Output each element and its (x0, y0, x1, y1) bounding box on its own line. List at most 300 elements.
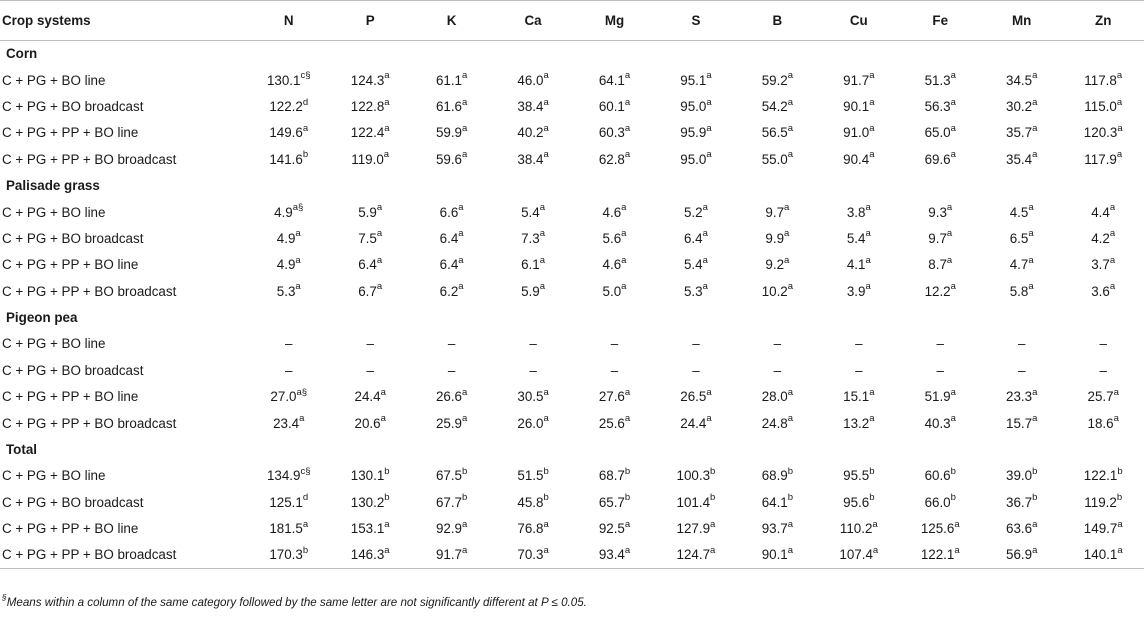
significance-letter: b (384, 465, 390, 477)
significance-letter: a (543, 122, 549, 134)
table-cell (329, 542, 410, 568)
cell-value: 27.6 (598, 389, 625, 405)
table-cell (411, 516, 492, 542)
cell-value: 24.4 (354, 389, 381, 405)
empty-cell (818, 172, 899, 198)
table-cell (329, 252, 410, 278)
cell-value: 15.7 (1006, 415, 1033, 431)
row-label: C + PG + PP + BO broadcast (0, 542, 248, 568)
significance-letter: b (950, 492, 956, 504)
column-header: K (411, 1, 492, 41)
significance-letter: b (710, 465, 716, 477)
empty-cell (1062, 41, 1144, 67)
table-cell (248, 225, 329, 251)
table-cell (737, 516, 818, 542)
significance-letter: a§ (296, 386, 308, 398)
table-cell (1062, 410, 1144, 436)
cell-value: 93.7 (761, 521, 788, 537)
cell-value: 110.2 (839, 521, 873, 537)
table-header-row (0, 1, 1144, 41)
cell-value: 51.3 (924, 72, 951, 88)
table-cell (1062, 146, 1144, 172)
cell-value: 5.4 (846, 230, 866, 246)
cell-value: 120.3 (1083, 125, 1118, 141)
cell-value: – (366, 362, 374, 378)
significance-letter: a (295, 281, 301, 293)
table-cell (1062, 516, 1144, 542)
cell-value: 5.9 (358, 204, 377, 220)
cell-value: 24.4 (680, 415, 707, 431)
cell-value: – (1017, 336, 1026, 352)
table-row (0, 146, 1144, 172)
significance-letter: b (869, 465, 875, 477)
table-cell (981, 384, 1062, 410)
table-cell (574, 252, 655, 278)
table-cell (329, 146, 410, 172)
empty-cell (329, 172, 410, 198)
empty-cell (1062, 436, 1144, 462)
table-cell (574, 410, 655, 436)
cell-value: 59.2 (761, 72, 788, 88)
cell-value: 69.6 (924, 151, 951, 167)
cell-value: 124.3 (350, 72, 385, 88)
table-row (0, 93, 1144, 119)
significance-letter: a (539, 202, 546, 214)
table-cell (655, 463, 736, 489)
cell-value: 6.5 (1009, 230, 1029, 246)
significance-letter: a (380, 413, 386, 425)
table-cell (1062, 252, 1144, 278)
table-cell (492, 410, 573, 436)
empty-cell (655, 41, 736, 67)
significance-letter: b (384, 492, 390, 504)
table-cell (818, 331, 899, 357)
table-cell (981, 463, 1062, 489)
table-cell (900, 542, 981, 568)
significance-letter: a (869, 149, 875, 161)
table-cell (900, 384, 981, 410)
significance-letter: a (1032, 96, 1038, 108)
cell-value: 10.2 (761, 283, 788, 299)
significance-letter: a (295, 228, 301, 240)
empty-cell (900, 304, 981, 330)
empty-cell (655, 304, 736, 330)
column-header: Zn (1062, 1, 1144, 41)
empty-cell (492, 436, 573, 462)
cell-value: 6.4 (439, 230, 459, 246)
cell-value: 149.6 (269, 125, 303, 141)
cell-value: 91.0 (843, 125, 870, 141)
table-cell (248, 489, 329, 515)
cell-value: – (936, 362, 944, 378)
significance-letter: a (462, 122, 468, 134)
empty-cell (737, 172, 818, 198)
cell-value: 6.1 (521, 257, 540, 273)
cell-value: 39.0 (1006, 468, 1033, 484)
table-cell (492, 225, 573, 251)
table-cell (411, 120, 492, 146)
table-cell (981, 516, 1062, 542)
significance-letter: a (787, 149, 794, 161)
significance-letter: a (702, 202, 708, 214)
table-cell (981, 489, 1062, 515)
significance-letter: a (543, 413, 549, 425)
cell-value: 67.5 (435, 468, 462, 484)
significance-letter: a (784, 228, 790, 240)
significance-letter: a (624, 70, 631, 82)
significance-letter: a (543, 518, 549, 530)
section-header-row (0, 436, 1144, 462)
cell-value: 3.8 (846, 204, 866, 220)
significance-letter: a (710, 518, 716, 530)
table-cell (981, 225, 1062, 251)
significance-letter: a (787, 281, 794, 293)
cell-value: 59.9 (435, 125, 462, 141)
cell-value: 65.7 (598, 494, 625, 510)
table-cell (818, 278, 899, 304)
significance-letter: a (543, 96, 549, 108)
row-label: C + PG + PP + BO line (2, 125, 139, 141)
significance-letter: a (462, 518, 468, 530)
table-cell (248, 199, 329, 225)
empty-cell (900, 41, 981, 67)
footnote (2, 592, 587, 609)
table-cell (737, 199, 818, 225)
table-cell (248, 410, 329, 436)
table-cell (1062, 542, 1144, 568)
table-cell (574, 199, 655, 225)
table-cell (900, 225, 981, 251)
significance-letter: a (787, 96, 794, 108)
table-cell (492, 93, 573, 119)
cell-value: 4.1 (846, 257, 866, 273)
cell-value: 68.9 (761, 468, 788, 484)
significance-letter: b (787, 492, 794, 504)
cell-value: – (285, 336, 293, 352)
cell-value: 95.6 (843, 494, 870, 510)
significance-letter: a (1109, 202, 1116, 214)
cell-value: – (529, 362, 537, 378)
cell-value: 5.4 (521, 204, 540, 220)
cell-value: 122.8 (350, 98, 385, 114)
significance-letter: a (624, 96, 631, 108)
significance-letter: a (462, 96, 468, 108)
cell-value: – (936, 336, 944, 352)
table-cell (737, 357, 818, 383)
significance-letter: a (1032, 122, 1038, 134)
table-cell (248, 120, 329, 146)
cell-value: 5.8 (1009, 283, 1029, 299)
table-cell (492, 463, 573, 489)
table-cell (411, 146, 492, 172)
significance-letter: c§ (300, 70, 311, 82)
cell-value: 6.4 (683, 230, 703, 246)
table-row (0, 252, 1144, 278)
cell-value: 181.5 (269, 521, 303, 537)
table-cell (818, 516, 899, 542)
significance-letter: a (869, 70, 875, 82)
table-cell (900, 516, 981, 542)
cell-value: – (1099, 362, 1107, 378)
table-cell (900, 278, 981, 304)
cell-value: 4.4 (1091, 204, 1110, 220)
table-cell (492, 120, 573, 146)
column-header: Mg (574, 1, 655, 41)
table-cell (248, 357, 329, 383)
significance-letter: a (950, 96, 956, 108)
cell-value: 66.0 (924, 494, 951, 510)
significance-letter: a (702, 228, 708, 240)
significance-letter: a (621, 254, 627, 266)
empty-cell (329, 41, 410, 67)
cell-value: 5.9 (521, 283, 540, 299)
table-cell (655, 357, 736, 383)
cell-value: 95.0 (680, 151, 707, 167)
cell-value: 64.1 (598, 72, 625, 88)
table-cell (1062, 278, 1144, 304)
significance-letter: d (302, 96, 309, 108)
table-cell (655, 252, 736, 278)
table-row (0, 542, 1144, 568)
significance-letter: a (458, 254, 464, 266)
significance-letter: a (1109, 254, 1116, 266)
significance-letter: a (784, 254, 790, 266)
table-cell (1062, 357, 1144, 383)
table-cell (574, 331, 655, 357)
row-label: C + PG + PP + BO broadcast (2, 415, 177, 431)
row-label: C + PG + BO line (2, 468, 106, 484)
cell-value: 101.4 (676, 494, 711, 510)
significance-letter: a (946, 254, 953, 266)
significance-letter: a (1032, 70, 1038, 82)
empty-cell (411, 41, 492, 67)
table-cell (655, 278, 736, 304)
table-cell (1062, 67, 1144, 93)
cell-value: 60.3 (598, 125, 625, 141)
significance-letter: a (869, 122, 875, 134)
empty-cell (818, 304, 899, 330)
cell-value: – (610, 336, 619, 352)
cell-value: 100.3 (676, 468, 711, 484)
column-header: S (655, 1, 736, 41)
row-label: C + PG + PP + BO broadcast (2, 283, 177, 299)
empty-cell (492, 41, 573, 67)
table-cell (1062, 93, 1144, 119)
section-title: Total (6, 442, 37, 458)
significance-letter: b (1032, 465, 1038, 477)
table-cell (818, 384, 899, 410)
cell-value: 95.1 (680, 72, 707, 88)
significance-letter: a (458, 281, 464, 293)
table-cell (981, 120, 1062, 146)
cell-value: 5.3 (683, 283, 703, 299)
cell-value: 51.5 (517, 468, 544, 484)
cell-value: 3.6 (1091, 283, 1110, 299)
significance-letter: a (1113, 386, 1119, 398)
table-cell (574, 93, 655, 119)
empty-cell (411, 436, 492, 462)
empty-cell (900, 436, 981, 462)
cell-value: – (610, 362, 619, 378)
significance-letter: a (376, 202, 383, 214)
significance-letter: a (462, 149, 468, 161)
significance-letter: a (384, 518, 390, 530)
table-cell (574, 120, 655, 146)
table-cell (655, 67, 736, 93)
table-cell (737, 225, 818, 251)
cell-value: 130.1 (350, 468, 385, 484)
significance-letter: a (946, 202, 953, 214)
cell-value: 130.2 (350, 494, 385, 510)
table-cell (329, 463, 410, 489)
significance-letter: a (787, 413, 794, 425)
significance-letter: a (462, 413, 468, 425)
column-header: B (737, 1, 818, 41)
cell-value: 36.7 (1006, 494, 1033, 510)
cell-value: 46.0 (517, 72, 544, 88)
row-label: C + PG + BO broadcast (2, 494, 144, 510)
cell-value: 5.2 (683, 204, 703, 220)
cell-value: 90.4 (843, 151, 870, 167)
cell-value: 4.5 (1009, 204, 1029, 220)
table-cell (411, 225, 492, 251)
empty-cell (492, 304, 573, 330)
significance-letter: a (784, 202, 790, 214)
cell-value: 63.6 (1006, 521, 1033, 537)
table-row (0, 278, 1144, 304)
significance-letter: b (543, 492, 549, 504)
cell-value: 4.2 (1091, 230, 1110, 246)
significance-letter: a (539, 228, 546, 240)
significance-letter: a (376, 281, 383, 293)
cell-value: 38.4 (517, 98, 544, 114)
empty-cell (411, 304, 492, 330)
significance-letter: a (462, 70, 468, 82)
significance-letter: b (1116, 492, 1123, 504)
table-row (0, 331, 1144, 357)
empty-cell (574, 172, 655, 198)
significance-letter: a (458, 228, 464, 240)
significance-letter: a (865, 281, 871, 293)
cell-value: – (855, 336, 863, 352)
table-cell (329, 489, 410, 515)
cell-value: 56.9 (1006, 547, 1033, 563)
cell-value: 127.9 (676, 521, 711, 537)
table-cell (818, 410, 899, 436)
column-header: P (329, 1, 410, 41)
empty-cell (981, 304, 1062, 330)
significance-letter: a (872, 544, 879, 556)
table-cell (737, 120, 818, 146)
table-cell (900, 463, 981, 489)
cell-value: 6.6 (439, 204, 459, 220)
significance-letter: a (543, 70, 549, 82)
cell-value: 6.7 (358, 283, 377, 299)
table-cell (329, 67, 410, 93)
table-cell (248, 252, 329, 278)
cell-value: 12.2 (924, 283, 951, 299)
cell-value: 26.6 (435, 389, 462, 405)
cell-value: – (366, 336, 374, 352)
row-label: C + PG + BO line (2, 336, 106, 352)
cell-value: – (855, 362, 863, 378)
table-cell (574, 542, 655, 568)
table-cell (981, 331, 1062, 357)
cell-value: 6.2 (439, 283, 459, 299)
section-header-row (0, 41, 1144, 67)
significance-letter: a (384, 544, 390, 556)
cell-value: 95.0 (680, 98, 707, 114)
cell-value: 20.6 (354, 415, 381, 431)
empty-cell (411, 172, 492, 198)
table-cell (329, 278, 410, 304)
table-cell (248, 542, 329, 568)
column-header: Cu (818, 1, 899, 41)
significance-letter: a (872, 518, 878, 530)
cell-value: 9.7 (765, 204, 785, 220)
table-cell (411, 410, 492, 436)
table-cell (248, 463, 329, 489)
table-cell (655, 120, 736, 146)
significance-letter: a (865, 202, 871, 214)
table-cell (900, 357, 981, 383)
significance-letter: a (1116, 149, 1123, 161)
table-cell (737, 252, 818, 278)
table-cell (981, 357, 1062, 383)
significance-letter: a (950, 386, 956, 398)
cell-value: 5.4 (683, 257, 703, 273)
cell-value: – (285, 362, 293, 378)
significance-letter: a (787, 544, 794, 556)
cell-value: 34.5 (1006, 72, 1033, 88)
table-row (0, 225, 1144, 251)
table-cell (818, 67, 899, 93)
significance-letter: a (1028, 228, 1034, 240)
footnote-mark: § (2, 592, 7, 603)
significance-letter: a (624, 518, 631, 530)
significance-letter: a (624, 413, 631, 425)
table-body (0, 41, 1144, 569)
table-cell (492, 489, 573, 515)
significance-letter: a (1032, 149, 1038, 161)
cell-value: 4.9 (276, 230, 296, 246)
significance-letter: a (462, 386, 468, 398)
table-cell (737, 463, 818, 489)
significance-letter: a (376, 228, 383, 240)
table-cell (981, 542, 1062, 568)
cell-value: 170.3 (269, 547, 303, 563)
significance-letter: b (787, 465, 794, 477)
cell-value: 68.7 (598, 468, 625, 484)
cell-value: – (447, 362, 456, 378)
cell-value: 3.9 (846, 283, 866, 299)
table-cell (574, 146, 655, 172)
empty-cell (492, 172, 573, 198)
table-cell (248, 93, 329, 119)
significance-letter: a (1116, 96, 1123, 108)
cell-value: 61.6 (435, 98, 462, 114)
significance-letter: a (384, 122, 390, 134)
cell-value: 92.5 (598, 521, 625, 537)
significance-letter: a (950, 70, 956, 82)
table-cell (655, 93, 736, 119)
cell-value: – (692, 336, 700, 352)
significance-letter: d (302, 492, 309, 504)
cell-value: 122.2 (269, 98, 303, 114)
significance-letter: b (302, 149, 309, 161)
significance-letter: a (1032, 544, 1038, 556)
column-header: Crop systems (0, 1, 248, 41)
